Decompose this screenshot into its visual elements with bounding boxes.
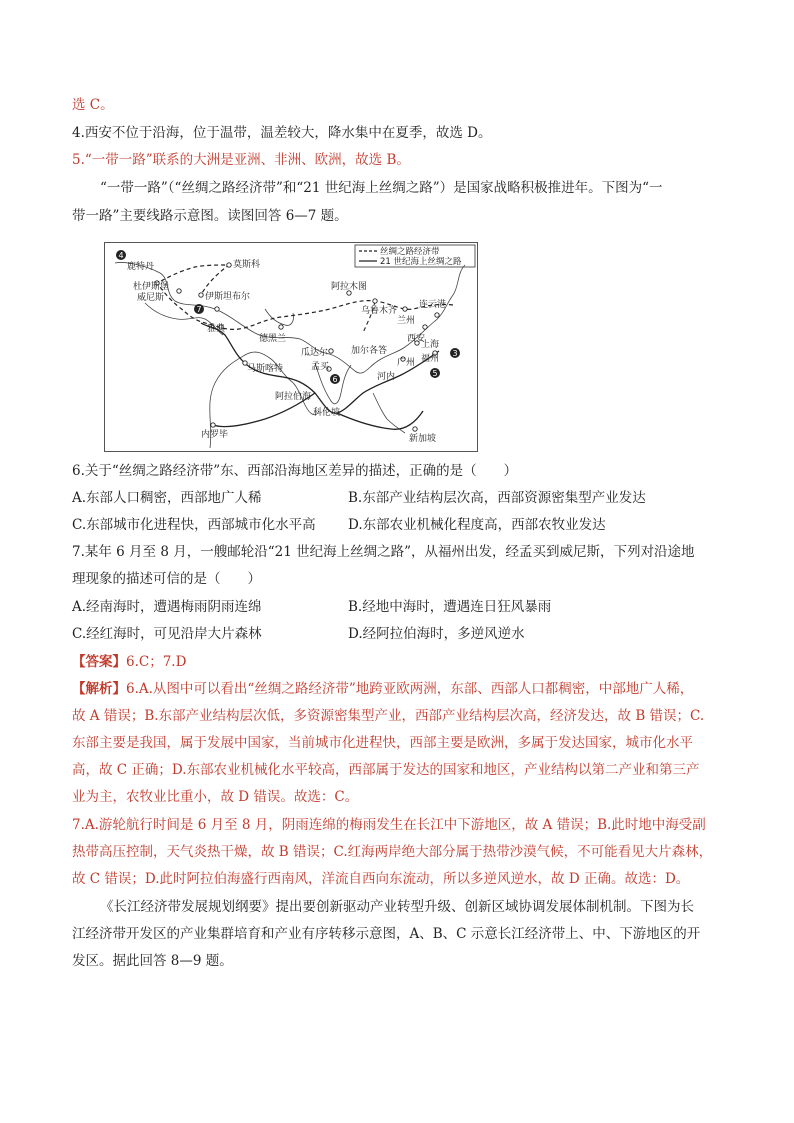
city-dots <box>155 263 439 431</box>
marker-5: 5 <box>432 369 438 378</box>
q7-option-b: B.经地中海时，遭遇连日狂风暴雨 <box>348 599 552 615</box>
legend-sea-label: 21 世纪海上丝绸之路 <box>380 257 462 267</box>
question-6-stem: 6.关于“丝绸之路经济带”东、西部沿海地区差异的描述，正确的是（ ） <box>72 463 518 479</box>
q7-option-c: C.经红海时，可见沿岸大片森林 <box>72 626 262 642</box>
label-gwadar: 瓜达尔 <box>301 348 329 358</box>
marker-4: 4 <box>118 251 124 260</box>
label-arabian-sea: 阿拉伯海 <box>275 392 312 402</box>
next-passage-line: 发区。据此回答 8—9 题。 <box>72 953 233 969</box>
label-rotterdam: 鹿特丹 <box>127 262 155 272</box>
analysis-text: 6.A.从图中可以看出“丝绸之路经济带”地跨亚欧两洲，东部、西部人口都稠密，中部地广人稀， <box>126 681 694 697</box>
analysis-line: 故 C 错误；D.此时阿拉伯海盛行西南风，洋流自西向东流动，所以多逆风逆水，故 D 正确。故选：D。 <box>72 871 690 887</box>
marker-6: 6 <box>332 375 338 384</box>
label-singapore: 新加坡 <box>409 434 437 444</box>
text-line: 选 C。 <box>72 97 114 113</box>
label-tehran: 德黑兰 <box>259 334 287 344</box>
label-fuzhou: 福州 <box>421 354 440 364</box>
label-guangzhou: 广州 <box>397 358 416 368</box>
question-7-stem-1: 7.某年 6 月至 8 月，一艘邮轮沿“21 世纪海上丝绸之路”，从福州出发，经孟买到威尼斯，下列对沿途地 <box>72 544 695 560</box>
label-muscat: 马斯喀特 <box>247 364 284 374</box>
q7-option-a: A.经南海时，遭遇梅雨阴雨连绵 <box>72 599 262 615</box>
label-hanoi: 河内 <box>377 372 396 382</box>
text-line: 带一路”主要线路示意图。读图回答 6—7 题。 <box>72 208 348 224</box>
label-urumqi: 乌鲁木齐 <box>361 306 398 316</box>
belt-road-map <box>104 242 478 452</box>
label-lanzhou: 兰州 <box>397 316 416 326</box>
q6-option-c: C.东部城市化进程快，西部城市化水平高 <box>72 517 316 533</box>
q7-option-d: D.经阿拉伯海时，多逆风逆水 <box>348 626 525 642</box>
analysis-line: 东部主要是我国，属于发展中国家，当前城市化进程快，西部主要是欧洲，多属于发达国家，城市化水平 <box>72 735 693 751</box>
analysis-line: 热带高压控制，天气炎热干燥，故 B 错误；C.红海两岸绝大部分属于热带沙漠气候，不可能看见大片森林， <box>72 844 713 860</box>
map-svg <box>105 243 477 451</box>
answer-line <box>72 653 186 671</box>
analysis-line: 高，故 C 正确；D.东部农业机械化水平较高，西部属于发达的国家和地区，产业结构以第二产业和第三产 <box>72 762 700 778</box>
next-passage-line: 江经济带开发区的产业集群培育和产业有序转移示意图，A、B、C 示意长江经济带上、中、下游地区的开 <box>72 926 701 942</box>
q6-option-b: B.东部产业结构层次高，西部资源密集型产业发达 <box>348 490 646 506</box>
maritime-route-sea-loop <box>337 411 423 429</box>
analysis-label: 【解析】 <box>72 681 126 697</box>
label-shanghai: 上海 <box>421 340 440 350</box>
label-duisburg: 杜伊斯堡 <box>133 282 170 292</box>
label-mumbai: 孟买 <box>311 362 330 372</box>
label-almaty: 阿拉木图 <box>331 282 368 292</box>
label-nairobi: 内罗毕 <box>201 430 229 440</box>
question-7-stem-2: 理现象的描述可信的是（ ） <box>72 571 261 587</box>
analysis-line <box>72 680 693 698</box>
text-line: 4.西安不位于沿海，位于温带，温差较大，降水集中在夏季，故选 D。 <box>72 125 492 141</box>
legend-land-label: 丝绸之路经济带 <box>380 247 440 257</box>
analysis-line: 故 A 错误；B.东部产业结构层次低，多资源密集型产业，西部产业结构层次高，经济发达，故 B 错误；C. <box>72 708 705 724</box>
label-istanbul: 伊斯坦布尔 <box>205 292 251 302</box>
marker-3: 3 <box>452 349 458 358</box>
label-moscow: 莫斯科 <box>233 260 261 270</box>
answer-text: 6.C；7.D <box>126 654 187 670</box>
marker-7: 7 <box>196 305 202 314</box>
label-athens: 雅典 <box>207 324 226 334</box>
q6-option-d: D.东部农业机械化程度高，西部农牧业发达 <box>348 517 606 533</box>
q6-option-a: A.东部人口稠密，西部地广人稀 <box>72 490 262 506</box>
analysis-line: 业为主，农牧业比重小，故 D 错误。故选：C。 <box>72 789 359 805</box>
answer-label: 【答案】 <box>72 654 126 670</box>
analysis-line: 7.A.游轮航行时间是 6 月至 8 月，阴雨连绵的梅雨发生在长江中下游地区，故 A 错误；B.此时地中海受副 <box>72 817 706 833</box>
label-lianyungang: 连云港 <box>419 300 447 310</box>
label-kolkata: 加尔各答 <box>351 346 388 356</box>
text-line: 5.“一带一路”联系的大洲是亚洲、非洲、欧洲，故选 B。 <box>72 152 410 168</box>
label-venice: 威尼斯 <box>137 293 165 303</box>
label-xian: 西安 <box>407 334 426 344</box>
label-colombo: 科伦坡 <box>313 408 341 418</box>
next-passage-line: 《长江经济带发展规划纲要》提出要创新驱动产业转型升级、创新区域协调发展体制机制。下图为长 <box>100 899 694 915</box>
text-line: “一带一路”（“丝绸之路经济带”和“21 世纪海上丝绸之路”）是国家战略积极推进年。下图为“一 <box>100 180 663 196</box>
